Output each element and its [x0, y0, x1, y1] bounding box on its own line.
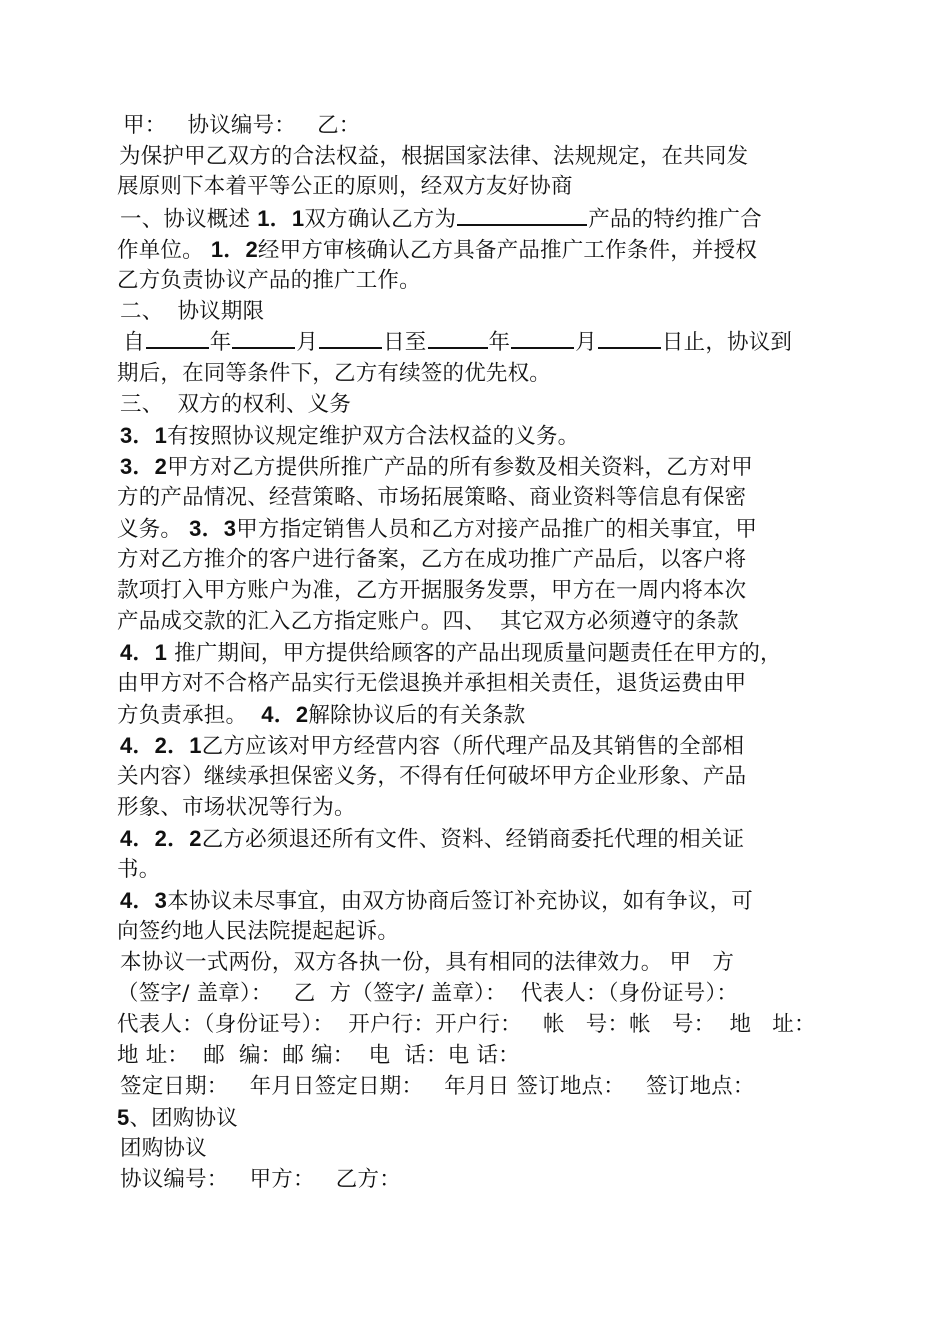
clause-4-2-2-line-2: 书。: [117, 857, 161, 882]
clause-4-1-line-1: 4．1 推广期间，甲方提供给顾客的产品出现质量问题责任在甲方的，: [120, 640, 782, 666]
clause-4-1-line-2: 由甲方对不合格产品实行无偿退换并承担相关责任，退货运费由甲: [117, 671, 747, 696]
clause-3-3-line-2: 方对乙方推介的客户进行备案，乙方在成功推广产品后，以客户将: [117, 547, 747, 572]
clause-3-2-line-2: 方的产品情况、经营策略、市场拓展策略、商业资料等信息有保密: [117, 485, 747, 510]
section-1-line-3: 乙方负责协议产品的推广工作。: [117, 268, 421, 293]
group-buy-title: 团购协议: [120, 1136, 207, 1161]
clause-4-2-2-line-1: 4．2．2乙方必须退还所有文件、资料、经销商委托代理的相关证: [120, 826, 745, 852]
clause-3-1: 3．1有按照协议规定维护双方合法权益的义务。: [120, 423, 580, 449]
section-2-title: 二、 协议期限: [120, 299, 265, 324]
blank-product-name: [457, 222, 587, 226]
preamble-line-2: 展原则下本着平等公正的原则，经双方友好协商: [117, 174, 573, 199]
clause-3-3-line-1: 义务。 3．3甲方指定销售人员和乙方对接产品推广的相关事宜，甲: [117, 516, 758, 542]
clause-4-2-1-line-1: 4．2．1乙方应该对甲方经营内容（所代理产品及其销售的全部相: [120, 733, 745, 759]
signature-line-1: （签字/ 盖章）： 乙 方（签字/ 盖章）： 代表人：（身份证号）：: [117, 981, 739, 1006]
term-dates-line: 自 年 月 日至 年 月 日止，协议到: [123, 330, 793, 355]
group-buy-header-line: 协议编号： 甲方： 乙方：: [120, 1167, 401, 1192]
blank-end-month: [511, 345, 574, 349]
clause-4-2-1-line-3: 形象、市场状况等行为。: [117, 795, 356, 820]
clause-3-3-line-4: 产品成交款的汇入乙方指定账户。四、 其它双方必须遵守的条款: [117, 609, 739, 634]
blank-start-day: [319, 345, 382, 349]
blank-end-year: [428, 345, 488, 349]
clause-3-2-line-1: 3．2甲方对乙方提供所推广产品的所有参数及相关资料，乙方对甲: [120, 454, 753, 480]
clause-3-3-line-3: 款项打入甲方账户为准，乙方开据服务发票，甲方在一周内将本次: [117, 578, 747, 603]
signature-line-2: 代表人：（身份证号）： 开户行：开户行： 帐 号：帐 号： 地 址：: [117, 1012, 816, 1037]
section-5-heading: 5、团购协议: [117, 1105, 238, 1131]
signature-line-3: 地 址： 邮 编：邮 编： 电 话：电 话：: [117, 1043, 520, 1068]
blank-start-year: [146, 345, 209, 349]
signing-date-line: 签定日期： 年月日签定日期： 年月日 签订地点： 签订地点：: [120, 1074, 755, 1099]
section-1-line-1: 一、协议概述 1．1双方确认乙方为 产品的特约推广合: [120, 206, 762, 232]
clause-4-2-line: 方负责承担。 4．2解除协议后的有关条款: [117, 702, 526, 728]
term-renewal-line: 期后，在同等条件下，乙方有续签的优先权。: [117, 361, 552, 386]
clause-4-3-line-1: 4．3本协议未尽事宜，由双方协商后签订补充协议，如有争议，可: [120, 888, 753, 914]
clause-4-3-line-2: 向签约地人民法院提起起诉。: [117, 919, 400, 944]
header-line: 甲： 协议编号： 乙：: [123, 113, 361, 138]
blank-end-day: [598, 345, 661, 349]
section-1-line-2: 作单位。 1．2经甲方审核确认乙方具备产品推广工作条件，并授权: [117, 237, 758, 263]
copies-line: 本协议一式两份，双方各执一份，具有相同的法律效力。 甲 方: [120, 950, 735, 975]
blank-start-month: [232, 345, 295, 349]
section-3-title: 三、 双方的权利、义务: [120, 392, 352, 417]
preamble-line-1: 为保护甲乙双方的合法权益，根据国家法律、法规规定，在共同发: [119, 144, 749, 169]
clause-4-2-1-line-2: 关内容）继续承担保密义务，不得有任何破坏甲方企业形象、产品: [117, 764, 747, 789]
